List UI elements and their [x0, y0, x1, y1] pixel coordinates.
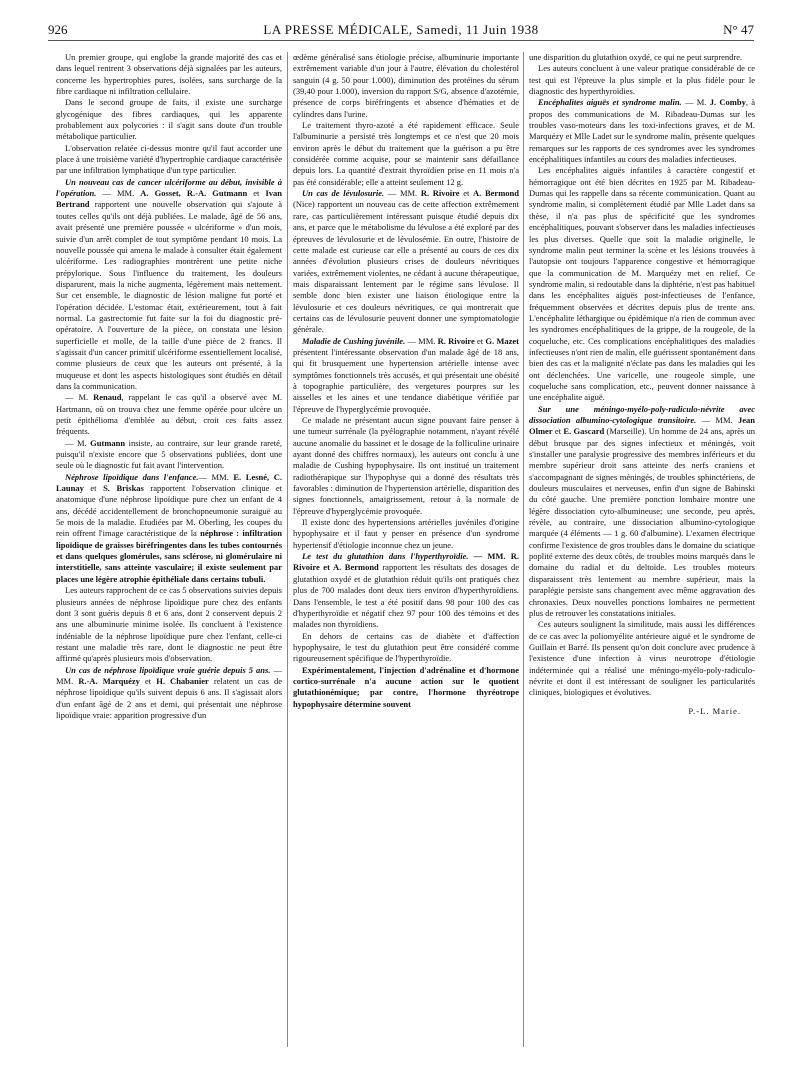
author: Jean Olmer	[529, 415, 755, 437]
conjunction: et	[459, 188, 474, 199]
author: Ivan Bertrand	[56, 188, 282, 210]
author: Renaud	[93, 392, 122, 403]
paragraph: Les auteurs rapprochent de ce cas 5 observations suivies depuis plusieurs années de néphrose lipoïdique pure chez des enfants dont 3 sont guéris depuis 8 et 6 ans, dont 2 conservent depuis 2 ans une albuminurie minime isolée. Ils concluent à l'existence indéniable de la néphrose lipoïdique pure chez l'enfant, celle-ci restant une maladie très rare, dont le diagnostic ne peut être affirmé qu'après plusieurs mois d'observation.	[56, 585, 282, 664]
author: S. Briskas	[103, 483, 144, 494]
author: A. Bermond	[473, 188, 519, 199]
conjunction: et	[83, 483, 104, 494]
dash: — MM.	[696, 415, 738, 425]
article-cancer-ulceriforme	[56, 177, 282, 393]
conjunction: et	[474, 335, 486, 346]
paragraph: Il existe donc des hypertensions artérielles juvéniles d'origine hypophysaire et il faut y penser en présence d'un syndrome hypertensif d'étiologie inconnue chez un jeune.	[293, 517, 519, 550]
journal-title: LA PRESSE MÉDICALE, Samedi, 11 Juin 1938	[263, 22, 539, 37]
author: H. Chabanier	[156, 675, 209, 686]
author: A. Gosset, R.-A. Gutmann	[140, 188, 248, 199]
paragraph: Les auteurs concluent à une valeur pratique considérable de ce test qui est l'épreuve la plus simple et la plus fidèle pour le diagnostic des hyperthyroïdies.	[529, 63, 755, 97]
article-text: (Nice) rapportent un nouveau cas de cette affection extrêmement rare, cas particulièrement intéressant puisque étudié depuis dix ans, et parce que le métabolisme du lévulose a été exploré par des épreuves de lévulosurie et de lévulosémie. En outre, l'histoire de cette malade est curieuse car elle a présenté au cours de ces dix années d'évolution plusieurs crises de douleurs névritiques variées, extrêmement violentes, ne cédant à aucune thérapeutique, mais disparaissant lentement par le régime sans lévulose. Il semble donc bien exister une liaison étiologique entre la lévulosurie et ces douleurs névritiques, ce qui montrerait que certains cas de lévulosurie peuvent donner une symptomatologie générale.	[293, 199, 519, 335]
dash: — MM.	[405, 335, 438, 346]
author-signature: P.-L. Marie.	[688, 705, 741, 716]
dash: — MM.	[384, 188, 421, 199]
column-3	[529, 52, 755, 1052]
discussion-text: insiste, au contraire, sur leur grande rareté, puisqu'il n'existe encore que 5 observations publiées, dont une seule où le diagnostic fut fait avant l'intervention.	[56, 437, 282, 471]
article-text: , à propos des communications de M. Ribadeau-Dumas sur les troubles vaso-moteurs dans les toxi-infections graves, et de M. Marquézy et Mlle Ladet sur le syndrome malin, présente quelques remarques sur les rapports de ces syndromes avec les syndromes encéphalitiques infantiles au cours des maladies infectieuses.	[529, 97, 755, 165]
paragraph: Dans le second groupe de faits, il existe une surcharge glycogénique des fibres cardiaques, qui les apparente probablement aux polycories : il s'agit sans doute d'un trouble métabolique particulier.	[56, 97, 282, 142]
article-text: relatent un cas de néphrose lipoïdique qu'ils suivent depuis 6 ans. Il s'agissait alors d'un enfant âgé de 2 ans et demi, qui présentait une néphrose lipoïdique vraie: apparition progressive d'un	[56, 675, 282, 720]
article-text: rapportent une nouvelle observation qui s'ajoute à toutes celles qu'ils ont déjà publiées. Le malade, âgé de 56 ans, avait présenté une première poussée « ulcériforme » d'un mois, suivie d'un arrêt complet de tout symptôme pendant 10 mois. La nouvelle poussée qui amena le malade à consulter était également ulcériforme. Les radiographies montrèrent une petite niche prépylorique. Sous l'influence du traitement, les douleurs disparurent, mais la niche augmenta, légèrement mais nettement. Sur cet ensemble, le diagnostic de lésion maligne fut porté et l'opération décidée. L'estomac était, extérieurement, tout à fait normal. La gastrectomie fut faite sur la foi du diagnostic pré-opératoire. A l'ouverture de la pièce, on constata une lésion superficielle et molle, de la taille d'une pièce de 2 francs. Il s'agissait d'un cancer primitif ulcériforme essentiellement localisé, comme plusieurs de ceux que les auteurs ont présenté, à la muqueuse et dont les aspects histologiques sont étudiés en détail dans la communication.	[56, 199, 282, 391]
paragraph: L'observation relatée ci-dessus montre qu'il faut accorder une place à une troisième variété d'hypertrophie cardiaque caractérisée par une infiltration lymphatique d'un type particulier.	[56, 142, 282, 176]
article-title: Encéphalites aiguës et syndrome malin.	[538, 97, 682, 108]
column-divider	[523, 52, 524, 1047]
conjunction: et	[139, 675, 157, 686]
conjunction: et	[319, 562, 333, 573]
article-title: Un cas de néphrose lipoïdique vraie guérie depuis 5 ans.	[65, 664, 271, 675]
dash: — M.	[681, 97, 710, 108]
paragraph: une disparition du glutathion oxydé, ce qui ne peut surprendre.	[529, 52, 743, 62]
conjunction: et	[247, 188, 266, 199]
page-header	[48, 22, 754, 41]
article-title: Néphrose lipoïdique dans l'enfance.	[65, 471, 199, 482]
dash: — MM.	[56, 664, 282, 686]
paragraph: Ce malade ne présentant aucun signe pouvant faire penser à une tumeur surrénale (la pyélographie notamment, n'ayant révélé aucune anomalie du bassinet et le dosage de la folliculine urinaire ayant donné des chiffres normaux), les auteurs ont conclu à une maladie de Cushing hypophysaire. Ils ont institué un traitement radiothérapique sur l'hypophyse qui a donné des résultats très favorables : diminution de l'hypertension artérielle, disparition des signes fonctionnels, amaigrissement, retour à la normale de l'épreuve d'hyperglycémie provoquée.	[293, 415, 519, 516]
discussion-text: , rappelant le cas qu'il a observé avec M. Hartmann, où on trouva chez une femme opérée pour ulcère un petit épithélioma d'emblée au début, croit ces faits assez fréquents.	[56, 392, 282, 437]
article-glutathion	[293, 551, 519, 630]
paragraph: Ces auteurs soulignent la similitude, mais aussi les différences de ce cas avec la poliomyélite antérieure aiguë et le syndrome de Guillain et Barré. Ils pensent qu'on doit conclure avec prudence à l'existence d'une infection à virus neurotrope d'étiologie indéterminée qui a réalisé une méningo-myélo-poly-radiculo-névrite et dont il est intéressant de souligner les particularités cliniques, biologiques et évolutives.	[529, 619, 755, 698]
article-text: présentent l'intéressante observation d'un malade âgé de 18 ans, qui fit brusquement une hypertension artérielle intense avec symptômes fonctionnels très accusés, et qui présentait une obésité à topographie particulière, des vergetures pourpres sur les aisselles et les aines et une tendance diabétique vérifiée par l'épreuve de l'hyperglycémie provoquée.	[293, 346, 519, 414]
discussion	[56, 438, 282, 472]
article-title: Le test du glutathion dans l'hyperthyroïdie.	[302, 551, 469, 562]
issue-number: N° 47	[723, 22, 754, 37]
author: J. Comby	[709, 97, 746, 108]
author: R.-A. Marquézy	[78, 675, 140, 686]
dash: — M.	[65, 437, 91, 448]
dash: — M.	[65, 392, 94, 403]
article-title: Un cas de lévulosurie.	[302, 188, 385, 199]
article-cushing	[293, 336, 519, 415]
paragraph-bold: Expérimentalement, l'injection d'adrénaline et d'hormone cortico-surrénale n'a aucune action sur le quotient glutathionémique; par contre, l'hormone thyréotrope hypophysaire détermine souvent	[293, 664, 519, 709]
paragraph: œdème généralisé sans étiologie précise, albuminurie importante extrêmement variable d'un jour à l'autre, élévation du cholestérol sanguin (4 g. 50 pour 1.000), diminution des protéines du sérum (39,40 pour 1.000), inversion du rapport S/G, absence d'azotémie, présence de corps biréfringents et absence d'hématies et de cylindres dans l'urine.	[293, 52, 519, 119]
author: Gutmann	[90, 437, 126, 448]
dash: — MM.	[96, 188, 141, 199]
discussion	[56, 392, 282, 437]
article-nephrose-guerie	[56, 665, 282, 722]
article-title: Sur une méningo-myélo-poly-radiculo-névrite avec dissociation albumino-cytologique transitoire.	[529, 403, 755, 425]
paragraph: Les encéphalites aiguës infantiles à caractère congestif et hémorragique ont été bien décrites en 1925 par M. Ribadeau-Dumas qui les rappelle dans sa récente communication. Quant au syndrome malin, si complètement étudié par Mlle Ladet dans sa thèse, il n'a pas plus de spécificité que les syndromes encéphalitiques, pouvant s'observer dans les maladies infectieuses les plus diverses. Quelle que soit la maladie originelle, le syndrome malin peut terminer la scène et les lésions trouvées à l'autopsie ont toujours l'apparence congestive et hémorragique que la communication de M. Marquézy met en relief. Ce syndrome malin, si redoutable dans la diphtérie, n'est pas habituel dans les encéphalites aiguës post-infectieuses de l'enfance, fréquemment observées et décrites depuis plus de trente ans. L'encéphalite léthargique ou épidémique n'a rien de commun avec les syndromes encéphalitiques de la grippe, de la rougeole, de la coqueluche, etc. Ces complications encéphalitiques des maladies infectieuses n'ont rien de malin, elle guérissent spontanément dans bien des cas et la malignité n'éclate pas dans les maladies qui les ont déclenchées. Une varicelle, une rougeole simple, une coqueluche sans complication, etc., peuvent donner naissance à une encéphalite aiguë.	[529, 165, 755, 403]
dash: — MM.	[198, 471, 234, 482]
article-meningo-myelo	[529, 404, 755, 620]
paragraph: Un premier groupe, qui englobe la grande majorité des cas et dans lequel rentrent 3 observations déjà signalées par les auteurs, concerne les hypertrophies pures, isolées, sans surcharge de la fibre cardiaque ni infiltration cellulaire.	[56, 52, 282, 97]
article-encephalites	[529, 97, 755, 165]
article-text-bold: néphrose : infiltration lipoïdique de graisses biréfringentes dans les tubes contournés et dans quelques glomérules, sans sclérose, ni glomérulaire ni interstitielle, sans atteinte vasculaire; il existe seulement par places une légère atrophie épithéliale dans certains tubuli.	[56, 528, 282, 584]
author: E. Gascard	[563, 426, 605, 437]
author: E. Lesné, C. Launay	[56, 471, 282, 494]
page-number: 926	[48, 22, 68, 37]
column-2	[293, 52, 519, 1052]
article-title: Maladie de Cushing juvénile.	[302, 335, 406, 346]
paragraph: En dehors de certains cas de diabète et d'affection hypophysaire, le test du glutathion peut être considéré comme rigoureusement spécifique de l'hyperthyroïdie.	[293, 630, 519, 664]
dash: — MM.	[468, 551, 511, 562]
article-nephrose-enfance	[56, 472, 282, 585]
column-1	[56, 52, 282, 1052]
author: R. Rivoire	[293, 551, 519, 573]
author: A. Bermond	[332, 562, 379, 573]
author: G. Mazet	[485, 335, 519, 346]
conjunction: et	[552, 426, 564, 437]
article-text: rapportent l'observation clinique et anatomique d'une néphrose lipoïdique pure chez un enfant de 4 ans, décédé accidentellement de bronchopneumonie suraiguë au 5e mois de la maladie. Etudiées par M. Oberling, les coupes du rein offrent l'image caractéristique de la	[56, 483, 282, 539]
author: R. Rivoire	[420, 188, 460, 199]
author: R. Rivoire	[437, 335, 475, 346]
article-text: rapportent les résultats des dosages de glutathion oxydé et de glutathion réduit qu'ils ont pratiqués chez plus de 700 malades dont deux tiers environ d'hyperthyroïdiens. Dans l'ensemble, le test a été positif dans 98 pour 100 des cas d'hyperthyroïdie et négatif chez 97 pour 100 des témoins et des malades non thyroïdiens.	[293, 562, 519, 630]
article-title: Un nouveau cas de cancer ulcériforme au début, invisible à l'opération.	[56, 176, 282, 199]
article-text: (Marseille). Un homme de 24 ans, après un début brusque par des signes infectieux et méningés, voit s'installer une paralysie progressive des membres inférieurs et du membre supérieur droit sans atteinte des nerfs craniens et s'accompagnant de signes méningés, de troubles sphinctériens, de douleurs musculaires et nerveuses, enfin d'un signe de Babinski du côté gauche. Une première ponction lombaire montre une légère dissociation cyto-albumineuse; une seconde, peu après, révèle, au contraire, une dissociation albumino-cytologique marquée (4 éléments — 1 g. 60 d'albumine). L'examen électrique confirme l'existence de gros troubles dans le domaine du sciatique poplité externe des deux côtés, de troubles moins marqués dans le domaine du radial et du deltoïde. Les troubles moteurs disparaissent très lentement au membre supérieur, mais la paraplégie persiste sans changement avec même aggravation des chronaxies. Deux nouvelles ponctions lombaires ne permettent plus de retrouver les constatations initiales.	[529, 426, 755, 618]
article-levulosurie	[293, 188, 519, 335]
paragraph: Le traitement thyro-azoté a été rapidement efficace. Seule l'albuminurie a persisté très longtemps et ce n'est que 20 mois environ après le début du traitement que la guérison a pu être considérée comme acquise, pour se maintenir sans défaillance depuis lors. La quantité d'extrait thyroïdien prise en 11 mois n'a pas été considérable; elle a atteint seulement 12 g.	[293, 120, 519, 187]
column-divider	[287, 52, 288, 1047]
